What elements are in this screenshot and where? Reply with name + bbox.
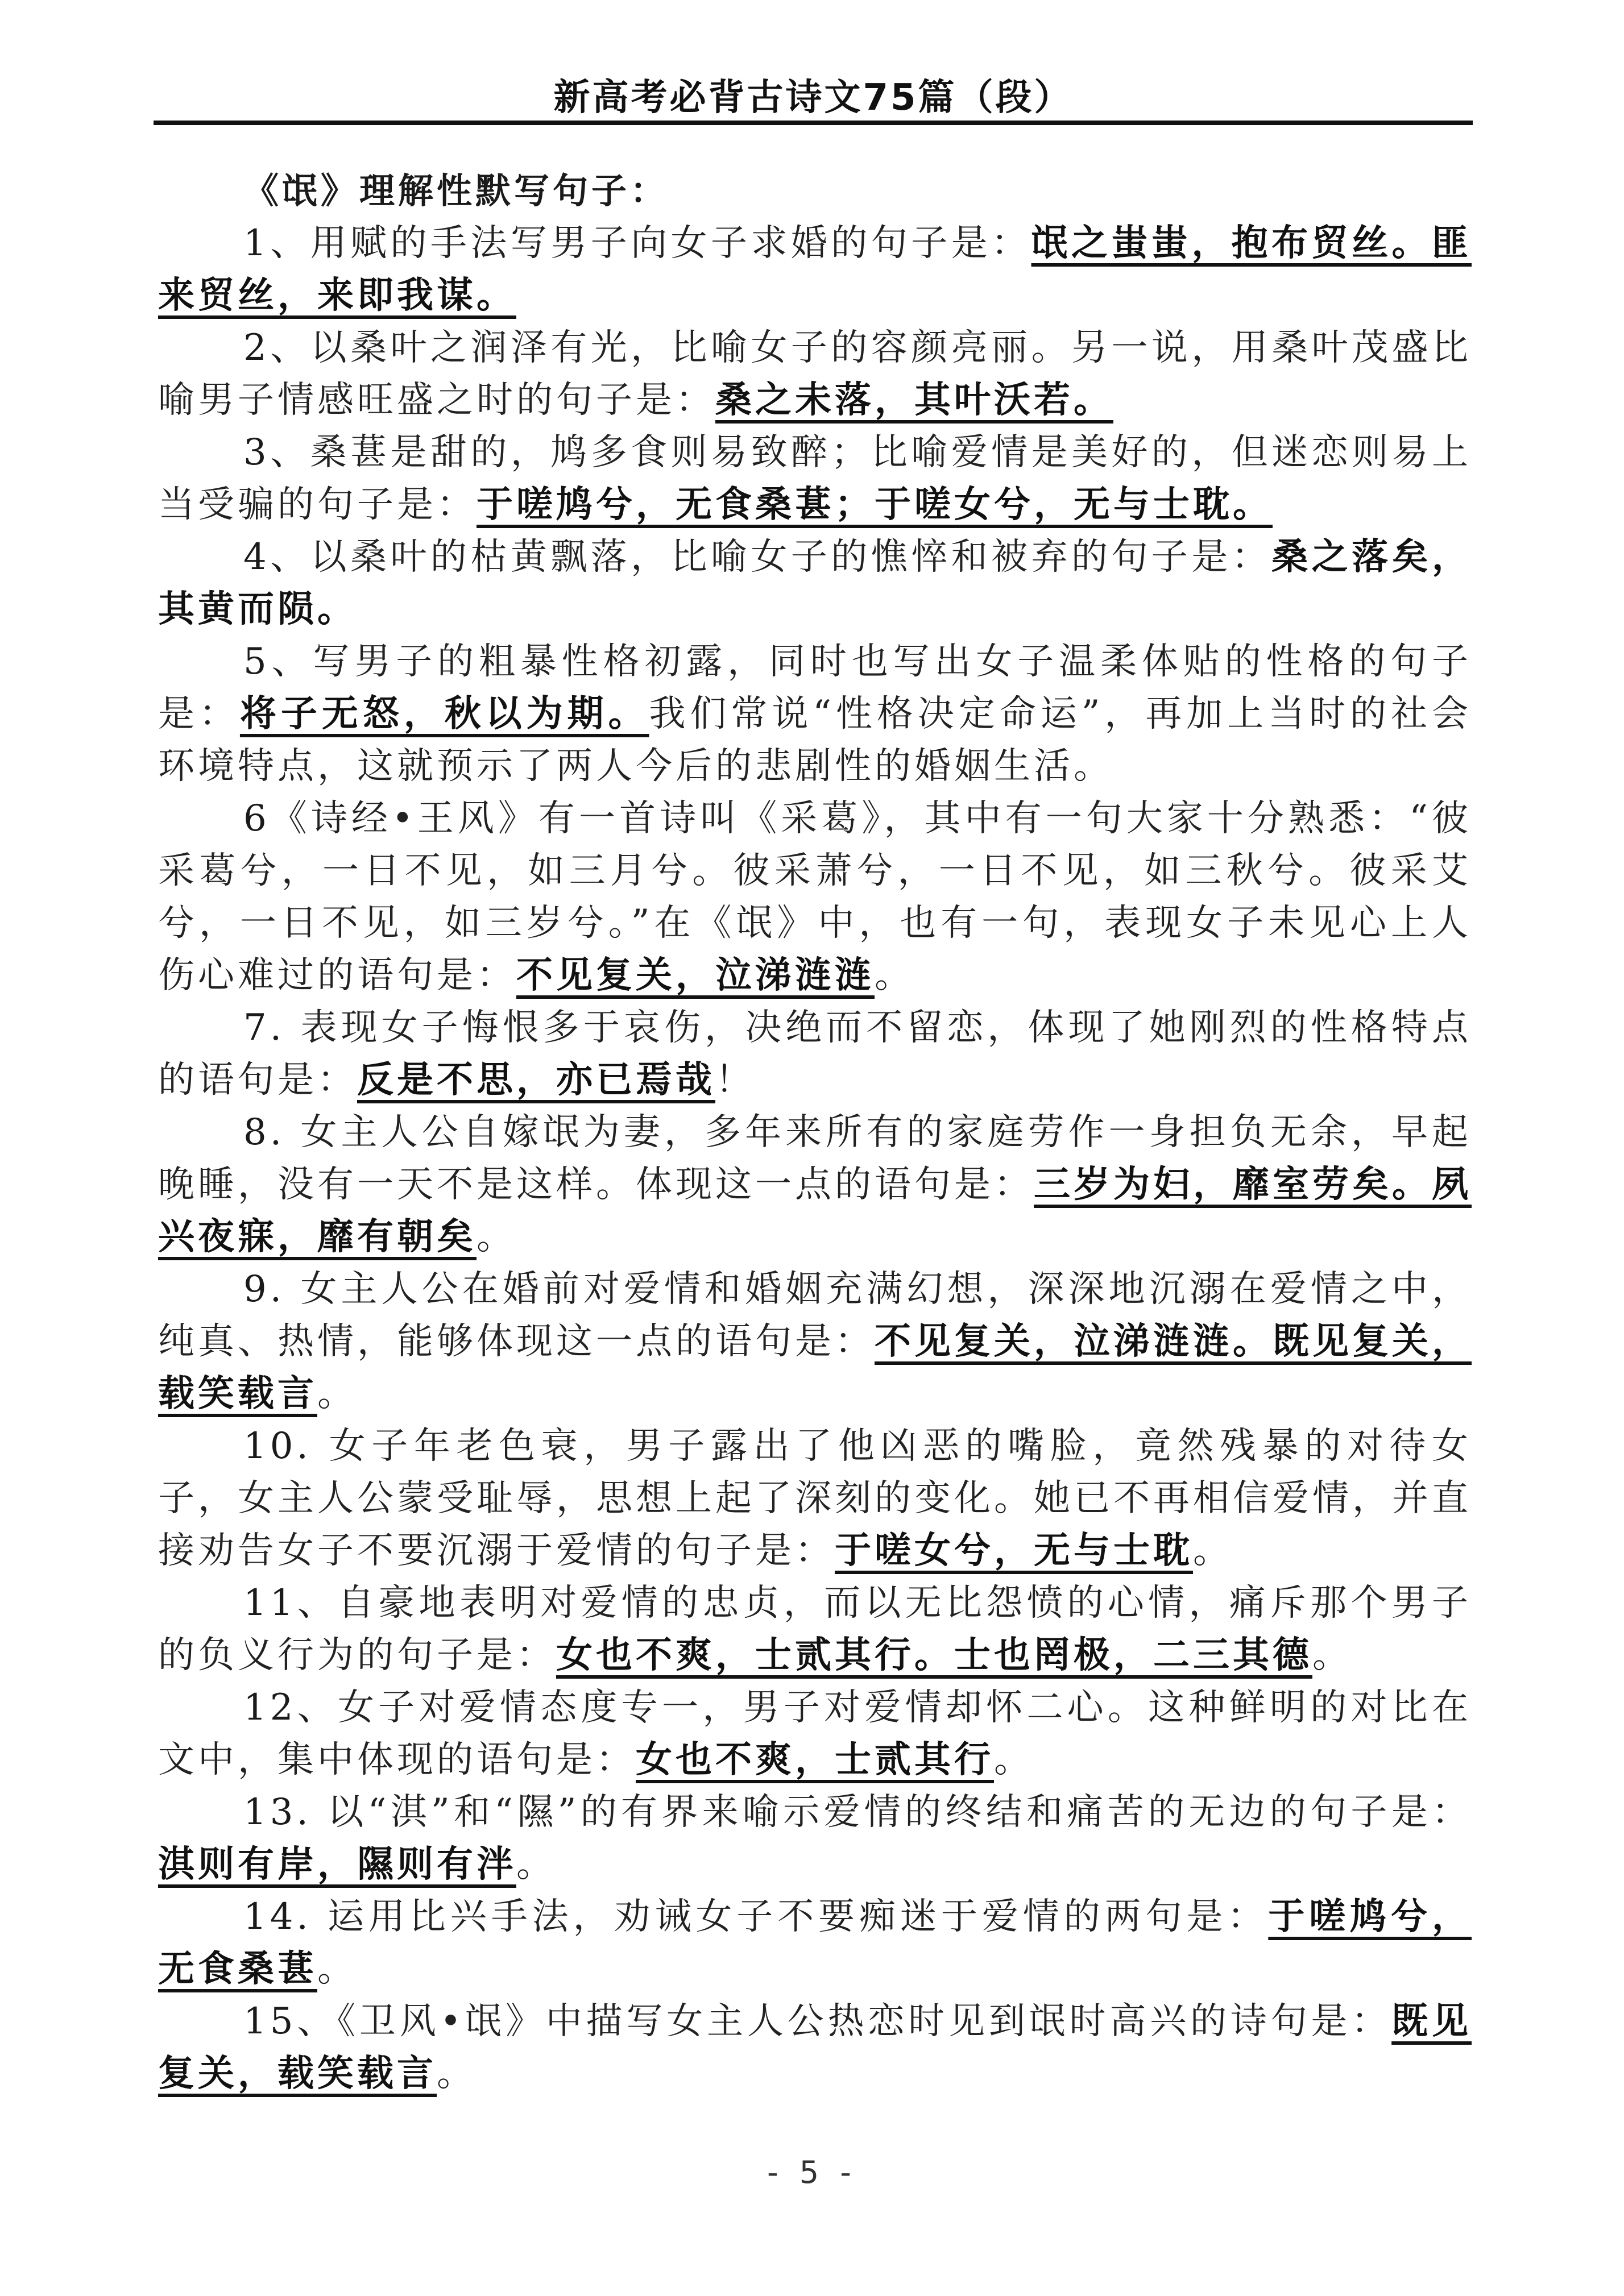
item-answer: 于嗟女兮，无与士耽 — [835, 1530, 1193, 1572]
item-trailing-text: 我们常说“性格决定命运”，再加上当时的社会环境特点，这就预示了两人今后的悲剧性的婚姻生活。 — [158, 693, 1472, 787]
item-number: 9. — [243, 1268, 301, 1310]
item-answer: 不见复关，泣涕涟涟。既见复关，载笑载言 — [158, 1321, 1472, 1415]
header-divider — [154, 121, 1473, 125]
item-answer: 桑之落矣，其黄而陨。 — [158, 536, 1472, 630]
question-item-12 — [158, 1681, 1472, 1786]
item-prompt: 自豪地表明对爱情的忠贞，而以无比怨愤的心情，痛斥那个男子的负义行为的句子是： — [158, 1582, 1472, 1676]
item-answer: 淇则有岸，隰则有泮 — [158, 1844, 516, 1886]
item-prompt: 以桑叶的枯黄飘落，比喻女子的憔悴和被弃的句子是： — [310, 536, 1272, 578]
item-prompt: 《卫风•氓》中描写女主人公热恋时见到氓时高兴的诗句是： — [337, 2000, 1392, 2042]
document-body — [158, 165, 1472, 2100]
item-number: 3、 — [243, 431, 310, 474]
item-number: 14. — [243, 1896, 328, 1938]
item-number: 7. — [243, 1007, 301, 1049]
page-header — [154, 57, 1473, 125]
section-title: 《氓》理解性默写句子： — [243, 170, 669, 211]
item-trailing-text: 。 — [875, 954, 914, 997]
item-prompt: 运用比兴手法，劝诫女子不要痴迷于爱情的两句是： — [328, 1896, 1269, 1938]
item-number: 13. — [243, 1791, 328, 1833]
item-number: 5、 — [243, 641, 313, 683]
item-answer: 于嗟鸠兮，无食桑葚；于嗟女兮，无与士耽。 — [477, 484, 1273, 526]
question-item-5 — [158, 636, 1472, 792]
item-answer: 将子无怒，秋以为期。 — [239, 693, 649, 735]
item-prompt: 女主人公在婚前对爱情和婚姻充满幻想，深深地沉溺在爱情之中，纯真、热情，能够体现这一点的语句是： — [158, 1268, 1472, 1363]
item-prompt: 桑葚是甜的，鸠多食则易致醉；比喻爱情是美好的，但迷恋则易上当受骗的句子是： — [158, 431, 1472, 526]
item-trailing-text: 。 — [477, 1216, 516, 1258]
item-trailing-text: 。 — [1193, 1530, 1233, 1572]
question-item-1 — [158, 217, 1472, 322]
item-number: 2、 — [243, 327, 310, 369]
question-item-3 — [158, 426, 1472, 531]
item-answer: 不见复关，泣涕涟涟 — [516, 954, 875, 997]
item-answer: 于嗟鸠兮，无食桑葚 — [158, 1896, 1472, 1990]
item-prompt: 表现女子悔恨多于哀伤，决绝而不留恋，体现了她刚烈的性格特点的语句是： — [158, 1007, 1472, 1101]
item-trailing-text: ！ — [715, 1059, 755, 1101]
question-item-9 — [158, 1263, 1472, 1420]
item-answer: 反是不思，亦已焉哉 — [357, 1059, 715, 1101]
item-prompt: 《诗经•王风》有一首诗叫《采葛》，其中有一句大家十分熟悉：“彼采葛兮，一日不见，如三月兮。彼采萧兮，一日不见，如三秋兮。彼采艾兮，一日不见，如三岁兮。”在《氓》中，也有一句，表现女子未见心上人伤心难过的语句是： — [158, 798, 1472, 997]
item-prompt: 以“淇”和“隰”的有界来喻示爱情的终结和痛苦的无边的句子是： — [327, 1791, 1472, 1833]
question-item-7 — [158, 1002, 1472, 1106]
question-item-15 — [158, 1995, 1472, 2100]
item-number: 10. — [243, 1425, 329, 1467]
item-trailing-text: 。 — [994, 1739, 1034, 1781]
item-number: 6 — [243, 798, 270, 840]
item-answer: 女也不爽，士贰其行 — [636, 1739, 994, 1781]
item-answer: 既见复关，载笑载言 — [158, 2000, 1472, 2095]
item-number: 15、 — [243, 2000, 338, 2042]
item-trailing-text: 。 — [437, 2053, 477, 2095]
question-item-4 — [158, 531, 1472, 636]
page-number: - 5 - — [767, 2154, 857, 2190]
question-item-11 — [158, 1577, 1472, 1681]
item-answer: 女也不爽，士贰其行。士也罔极，二三其德 — [556, 1634, 1312, 1676]
item-prompt: 女子年老色衰，男子露出了他凶恶的嘴脸，竟然残暴的对待女子，女主人公蒙受耻辱，思想上起了深刻的变化。她已不再相信爱情，并直接劝告女子不要沉溺于爱情的句子是： — [158, 1425, 1472, 1572]
question-item-6 — [158, 792, 1472, 1002]
item-number: 4、 — [243, 536, 310, 578]
question-item-13 — [158, 1786, 1472, 1891]
question-item-14 — [158, 1891, 1472, 1995]
item-trailing-text: 。 — [317, 1373, 357, 1415]
item-prompt: 以桑叶之润泽有光，比喻女子的容颜亮丽。另一说，用桑叶茂盛比喻男子情感旺盛之时的句子是： — [158, 327, 1472, 421]
item-answer: 三岁为妇，靡室劳矣。夙兴夜寐，靡有朝矣 — [158, 1164, 1472, 1258]
item-prompt: 女子对爱情态度专一，男子对爱情却怀二心。这种鲜明的对比在文中，集中体现的语句是： — [158, 1687, 1472, 1781]
item-trailing-text: 。 — [516, 1844, 556, 1886]
item-number: 11、 — [243, 1582, 338, 1624]
item-number: 12、 — [243, 1687, 338, 1729]
question-item-2 — [158, 322, 1472, 426]
item-answer: 氓之蚩蚩，抱布贸丝。匪来贸丝，来即我谋。 — [158, 222, 1472, 317]
item-prompt: 用赋的手法写男子向女子求婚的句子是： — [310, 222, 1031, 264]
item-number: 8. — [243, 1111, 301, 1153]
item-trailing-text: 。 — [1312, 1634, 1352, 1676]
question-item-8 — [158, 1106, 1472, 1263]
item-prompt: 女主人公自嫁氓为妻，多年来所有的家庭劳作一身担负无余，早起晚睡，没有一天不是这样。体现这一点的语句是： — [158, 1111, 1472, 1206]
question-item-10 — [158, 1420, 1472, 1577]
item-trailing-text: 。 — [317, 1948, 357, 1990]
item-prompt: 写男子的粗暴性格初露，同时也写出女子温柔体贴的性格的句子是： — [158, 641, 1472, 735]
document-title: 新高考必背古诗文75篇（段） — [553, 77, 1073, 119]
item-number: 1、 — [243, 222, 310, 264]
item-answer: 桑之未落，其叶沃若。 — [715, 379, 1113, 421]
